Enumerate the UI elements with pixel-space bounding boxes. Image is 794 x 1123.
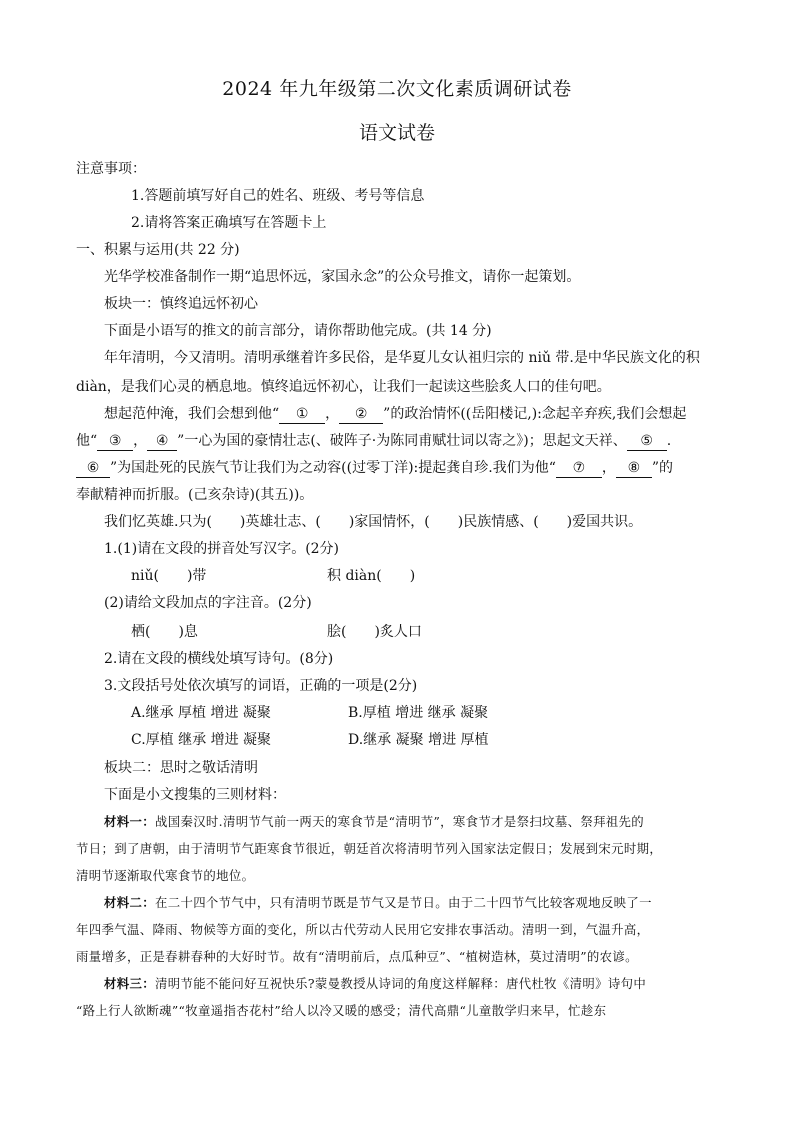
passage-text: 他“ xyxy=(76,433,98,449)
question-1-1-a xyxy=(131,566,734,586)
passage-text: ”为国赴死的民族气节让我们为之动容((过零丁洋):提起龚自珍.我们为他“ xyxy=(110,460,556,476)
material-1-line-2: 节日；到了唐朝，由于清明节气距寒食节很近，朝廷首次将清明节列入国家法定假日；发展到宋元时期， xyxy=(76,841,663,856)
answer-blank-8: ⑧ xyxy=(616,459,652,478)
phonetic-item-qi: 栖( )息 xyxy=(131,624,198,640)
passage-para-2-line-2 xyxy=(76,431,734,451)
material-2-label: 材料二： xyxy=(104,895,155,910)
material-3-label: 材料三： xyxy=(104,976,155,991)
option-c: C.厚植 继承 增进 凝聚 xyxy=(131,732,272,748)
option-a: A.继承 厚植 增进 凝聚 xyxy=(131,705,271,721)
material-2-line-2: 年四季气温、降雨、物候等方面的变化，所以古代劳动人民用它安排农事活动。清明一到，气温升高， xyxy=(76,922,650,937)
notes-heading: 注意事项： xyxy=(76,161,146,177)
passage-text: ”的 xyxy=(651,460,674,476)
answer-blank-7: ⑦ xyxy=(556,459,602,478)
material-2-line-1 xyxy=(104,893,734,913)
answer-blank-4: ④ xyxy=(147,432,177,451)
material-1-label: 材料一： xyxy=(104,814,155,829)
block-1-title: 板块一：慎终追远怀初心 xyxy=(104,296,258,312)
block-2-intro: 下面是小文搜集的三则材料： xyxy=(104,787,286,803)
passage-text: ”的政治情怀((岳阳楼记,):念起辛弃疾,我们会想起 xyxy=(383,406,687,422)
options-row-1 xyxy=(131,703,734,723)
passage-text: ， xyxy=(133,433,148,449)
material-text: 清明节能不能问好互祝快乐?蒙曼教授从诗词的角度这样解释：唐代杜牧《清明》诗句中 xyxy=(154,976,647,991)
question-1-2: (2)请给文段加点的字注音。(2分) xyxy=(104,595,312,611)
material-3-line-1 xyxy=(104,974,734,994)
note-item-2: 2.请将答案正确填写在答题卡上 xyxy=(131,215,327,231)
passage-text: ， xyxy=(325,406,340,422)
material-1-line-1 xyxy=(104,812,734,832)
option-d: D.继承 凝聚 增进 厚植 xyxy=(348,732,489,748)
question-1-2-a xyxy=(131,622,734,642)
block-2-title: 板块二：思时之敬话清明 xyxy=(104,760,258,776)
section-1-intro: 光华学校准备制作一期“追思怀远，家国永念”的公众号推文，请你一起策划。 xyxy=(104,269,581,285)
exam-title: 2024 年九年级第二次文化素质调研试卷 xyxy=(222,78,572,100)
material-text: 战国秦汉时.清明节气前一两天的寒食节是“清明节”，寒食节才是祭扫坟墓、祭拜祖先的 xyxy=(154,814,645,829)
passage-para-1-line-2: diàn，是我们心灵的栖息地。慎终追远怀初心，让我们一起读这些脍炙人口的佳句吧。 xyxy=(76,379,611,395)
answer-blank-2: ② xyxy=(339,405,383,424)
passage-para-1-line-1: 年年清明，今又清明。清明承继着许多民俗，是华夏儿女认祖归宗的 niǔ 带.是中华民族文化的积 xyxy=(104,350,700,366)
section-1-heading: 一、积累与运用(共 22 分) xyxy=(76,242,240,258)
passage-para-2-line-3 xyxy=(76,458,734,478)
passage-para-2-line-1 xyxy=(104,404,734,424)
material-3-line-2: “路上行人欲断魂”“牧童遥指杏花村”给人以冷又暖的感受；清代高鼎“儿童散学归来早，忙趁东 xyxy=(76,1003,607,1018)
answer-blank-3: ③ xyxy=(97,432,133,451)
block-1-intro: 下面是小语写的推文的前言部分，请你帮助他完成。(共 14 分) xyxy=(104,323,492,339)
passage-text: ”一心为国的豪情壮志(、破阵子·为陈同甫赋壮词以寄之》)；思起文天祥、 xyxy=(177,433,627,449)
material-text: 在二十四个节气中，只有清明节既是节气又是节日。由于二十四节气比较客观地反映了一 xyxy=(154,895,652,910)
phonetic-item-kuai: 脍( )炙人口 xyxy=(327,624,422,640)
answer-blank-6: ⑥ xyxy=(76,459,110,478)
options-row-2 xyxy=(131,730,734,750)
answer-blank-1: ① xyxy=(279,405,325,424)
pinyin-item-dian: 积 diàn( ) xyxy=(327,568,416,584)
question-1-1: 1.(1)请在文段的拼音处写汉字。(2分) xyxy=(104,541,340,557)
material-2-line-3: 雨量增多，正是春耕春种的大好时节。故有“清明前后，点瓜种豆”、“植树造林，莫过清明”的农谚。 xyxy=(76,949,638,964)
question-2: 2.请在文段的横线处填写诗句。(8分) xyxy=(104,651,334,667)
option-b: B.厚植 增进 继承 凝聚 xyxy=(348,705,489,721)
material-1-line-3: 清明节逐渐取代寒食节的地位。 xyxy=(76,868,255,883)
pinyin-item-niu: niǔ( )带 xyxy=(131,568,207,584)
passage-para-3: 我们忆英雄.只为( )英雄壮志、( )家国情怀，( )民族情感、( )爱国共识。 xyxy=(104,514,643,530)
question-3: 3.文段括号处依次填写的词语，正确的一项是(2分) xyxy=(104,678,418,694)
answer-blank-5: ⑤ xyxy=(627,432,667,451)
exam-subtitle: 语文试卷 xyxy=(358,122,435,144)
passage-text: 想起范仲淹，我们会想到他“ xyxy=(104,406,280,422)
note-item-1: 1.答题前填写好自己的姓名、班级、考号等信息 xyxy=(131,188,425,204)
passage-para-2-line-4: 奉献精神而折服。(己亥杂诗)(其五))。 xyxy=(76,487,314,503)
passage-text: ， xyxy=(601,460,616,476)
passage-text: . xyxy=(666,433,672,449)
